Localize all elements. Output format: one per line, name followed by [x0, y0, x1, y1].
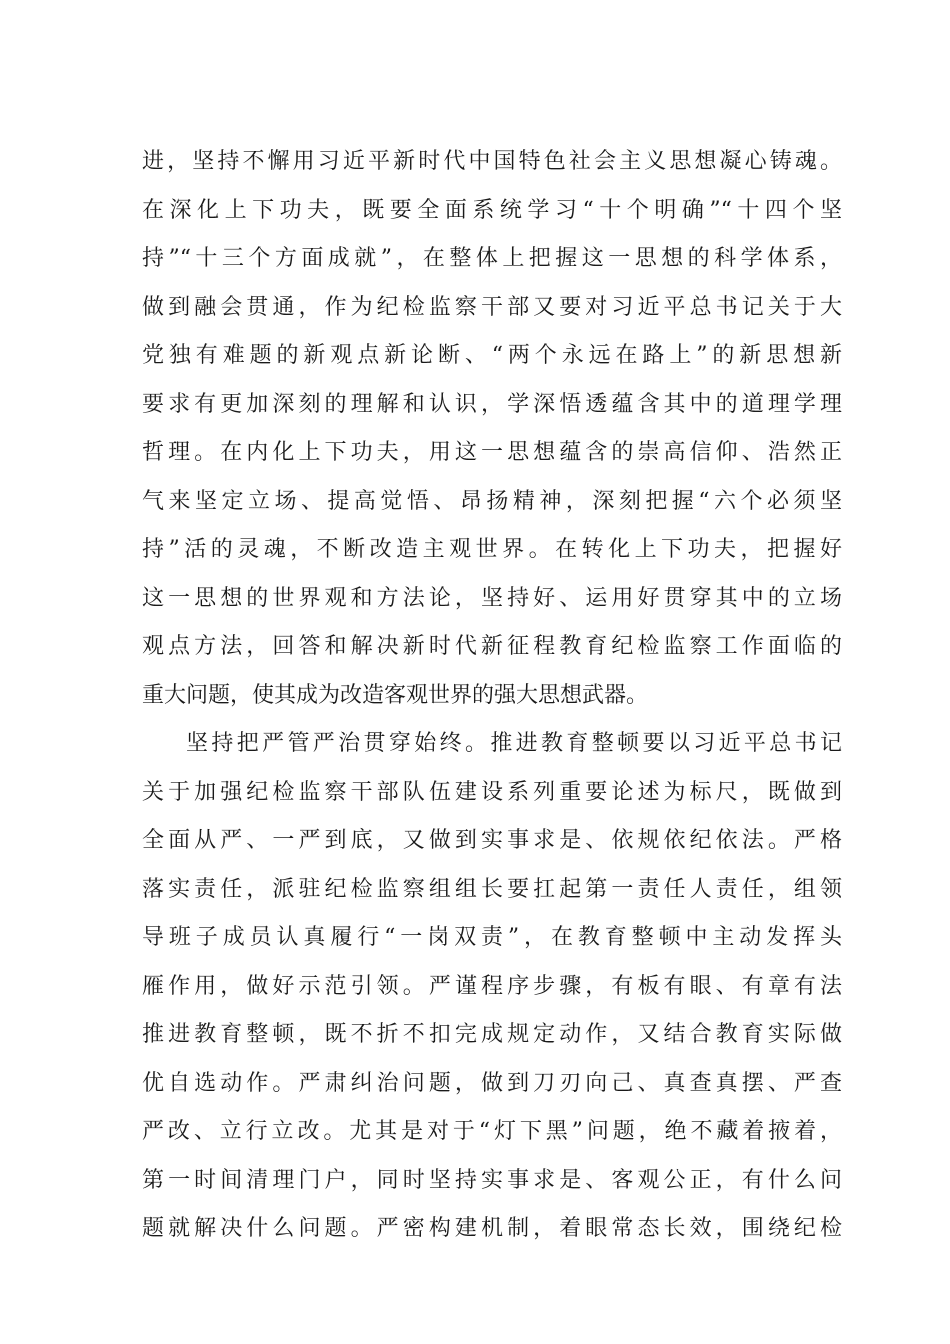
text-line: 持”“十三个方面成就”，在整体上把握这一思想的科学体系，	[142, 246, 842, 271]
text-line: 在深化上下功夫，既要全面系统学习“十个明确”“十四个坚	[142, 197, 842, 223]
text-line: 严改、立行立改。尤其是对于“灯下黑”问题，绝不藏着掖着，	[142, 1119, 842, 1144]
text-line: 哲理。在内化上下功夫，用这一思想蕴含的崇高信仰、浩然正	[142, 440, 842, 465]
text-line: 导班子成员认真履行“一岗双责”，在教育整顿中主动发挥头	[142, 925, 842, 950]
text-line: 进，坚持不懈用习近平新时代中国特色社会主义思想凝心铸魂。	[142, 149, 842, 174]
text-line: 气来坚定立场、提高觉悟、昂扬精神，深刻把握“六个必须坚	[142, 488, 842, 514]
text-line: 第一时间清理门户，同时坚持实事求是、客观公正，有什么问	[142, 1167, 842, 1193]
text-line: 关于加强纪检监察干部队伍建设系列重要论述为标尺，既做到	[142, 779, 842, 805]
document-body	[142, 138, 842, 1254]
paragraph-1	[142, 138, 842, 720]
text-line: 题就解决什么问题。严密构建机制，着眼常态长效，围绕纪检	[142, 1216, 842, 1241]
text-line: 推进教育整顿，既不折不扣完成规定动作，又结合教育实际做	[142, 1022, 842, 1047]
text-line: 优自选动作。严肃纠治问题，做到刀刃向己、真查真摆、严查	[142, 1070, 842, 1096]
text-line: 坚持把严管严治贯穿始终。推进教育整顿要以习近平总书记	[186, 731, 842, 756]
text-line: 要求有更加深刻的理解和认识，学深悟透蕴含其中的道理学理	[142, 391, 842, 417]
text-line: 持”活的灵魂，不断改造主观世界。在转化上下功夫，把握好	[142, 537, 842, 562]
paragraph-2	[142, 720, 842, 1254]
text-line: 这一思想的世界观和方法论，坚持好、运用好贯穿其中的立场	[142, 585, 842, 611]
text-line: 雁作用，做好示范引领。严谨程序步骤，有板有眼、有章有法	[142, 973, 842, 999]
text-line: 重大问题，使其成为改造客观世界的强大思想武器。	[142, 682, 649, 708]
text-line: 全面从严、一严到底，又做到实事求是、依规依纪依法。严格	[142, 828, 842, 853]
text-line: 做到融会贯通，作为纪检监察干部又要对习近平总书记关于大	[142, 294, 842, 320]
text-line: 观点方法，回答和解决新时代新征程教育纪检监察工作面临的	[142, 634, 842, 659]
text-line: 党独有难题的新观点新论断、“两个永远在路上”的新思想新	[142, 343, 842, 368]
text-line: 落实责任，派驻纪检监察组组长要扛起第一责任人责任，组领	[142, 876, 842, 902]
